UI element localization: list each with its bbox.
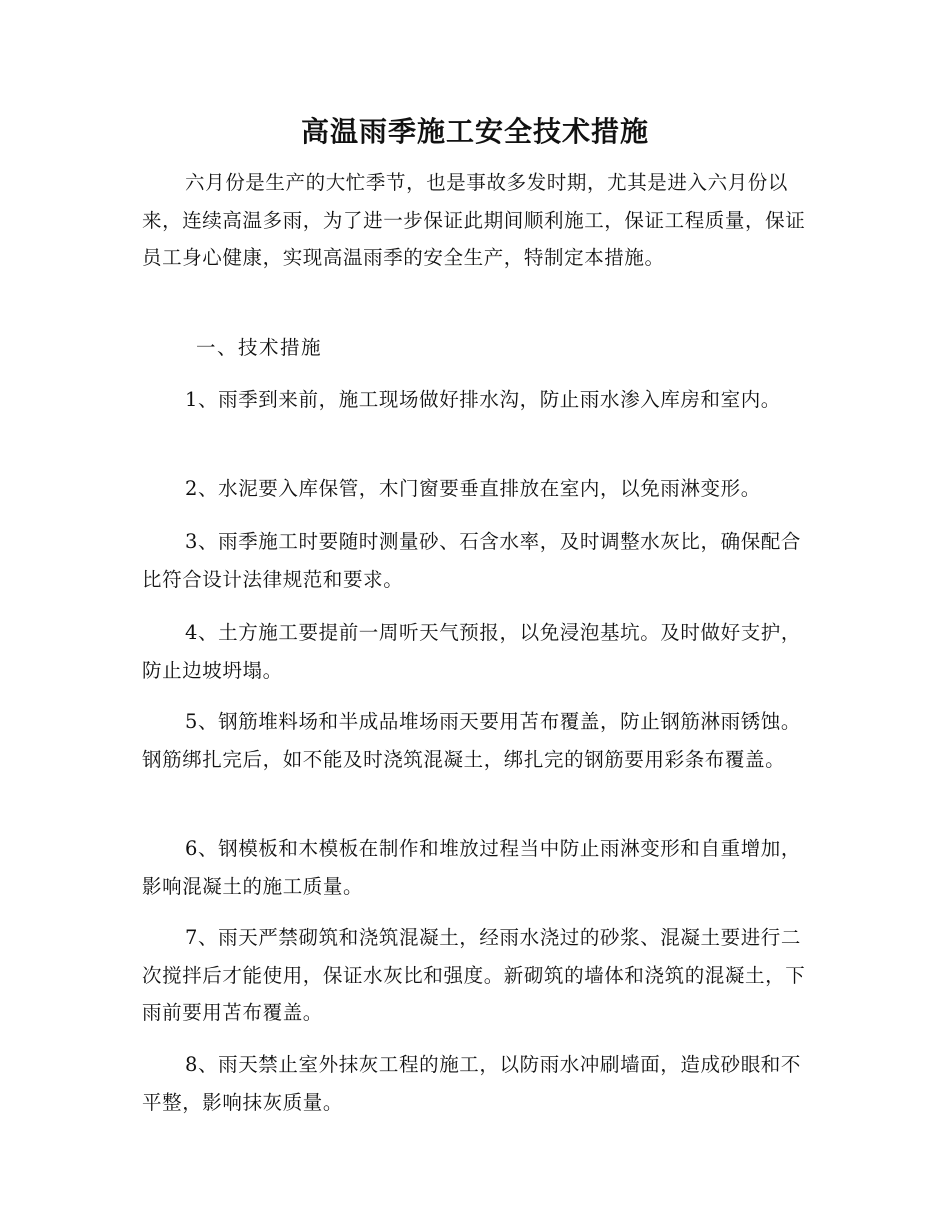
list-item-1: 1、雨季到来前，施工现场做好排水沟，防止雨水渗入库房和室内。	[185, 388, 781, 411]
section-heading: 一、技术措施	[196, 336, 323, 359]
intro-paragraph: 六月份是生产的大忙季节，也是事故多发时期，尤其是进入六月份以来，连续高温多雨，为了进一步保证此期间顺利施工，保证工程质量，保证员工身心健康，实现高温雨季的安全生产，特制定本措施。	[142, 171, 806, 269]
list-item-7: 7、雨天严禁砌筑和浇筑混凝土，经雨水浇过的砂浆、混凝土要进行二次搅拌后才能使用，保证水灰比和强度。新砌筑的墙体和浇筑的混凝土，下雨前要用苫布覆盖。	[142, 926, 806, 1024]
list-item-3: 3、雨季施工时要随时测量砂、石含水率，及时调整水灰比，确保配合比符合设计法律规范和要求。	[142, 530, 802, 591]
document-title: 高温雨季施工安全技术措施	[300, 115, 649, 148]
list-item-6: 6、钢模板和木模板在制作和堆放过程当中防止雨淋变形和自重增加，影响混凝土的施工质量。	[142, 837, 802, 898]
list-item-2: 2、水泥要入库保管，木门窗要垂直排放在室内，以免雨淋变形。	[185, 477, 761, 500]
list-item-5: 5、钢筋堆料场和半成品堆场雨天要用苫布覆盖，防止钢筋淋雨锈蚀。钢筋绑扎完后，如不能及时浇筑混凝土，绑扎完的钢筋要用彩条布覆盖。	[142, 710, 802, 771]
list-item-8: 8、雨天禁止室外抹灰工程的施工，以防雨水冲刷墙面，造成砂眼和不平整，影响抹灰质量。	[142, 1053, 802, 1114]
list-item-4: 4、土方施工要提前一周听天气预报，以免浸泡基坑。及时做好支护，防止边坡坍塌。	[142, 621, 802, 682]
